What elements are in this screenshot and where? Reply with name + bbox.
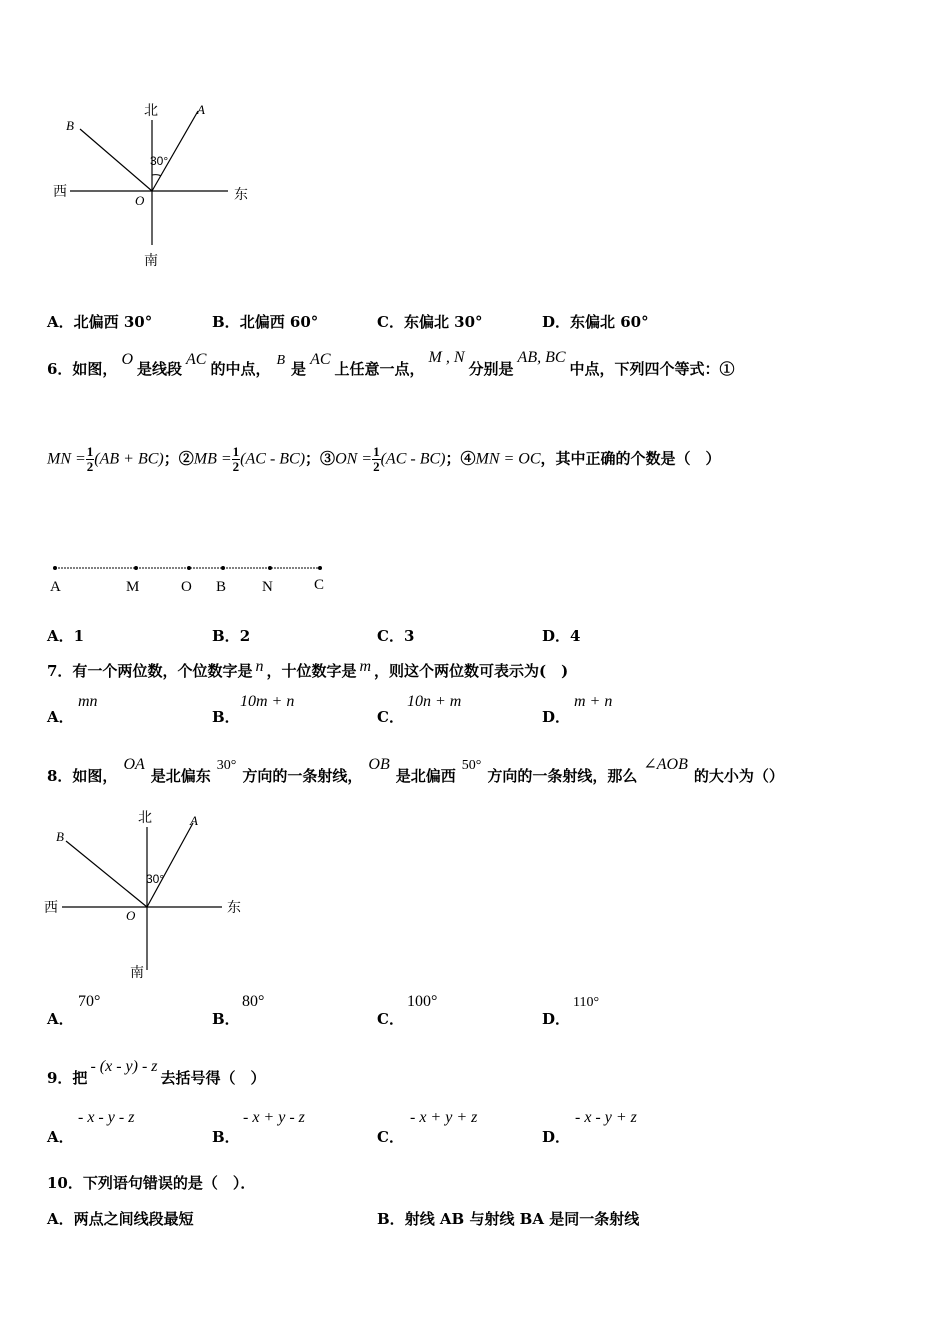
q8-option-c-value: 100° bbox=[407, 993, 438, 1010]
fraction: $\frac{1}{2}$ bbox=[86, 444, 94, 474]
compass-figure-1 bbox=[40, 95, 300, 275]
label-point-o: O bbox=[181, 579, 192, 595]
q7-option-c-expr: 10n + m bbox=[407, 693, 462, 710]
label-o: O bbox=[135, 193, 145, 208]
q7-stem: 7．有一个两位数，个位数字是 n ，十位数字是 m ，则这个两位数可表示为( ) bbox=[47, 658, 569, 680]
angle-arc bbox=[152, 175, 161, 176]
label-angle: 30° bbox=[146, 872, 165, 886]
q8-option-d[interactable]: D． bbox=[542, 1010, 571, 1028]
label-north: 北 bbox=[144, 103, 158, 119]
q6-equations: MN = $\frac{1}{2}$ (AB + BC)；②MB = $\frac{1}{2}$ (AC - BC)；③ON = $\frac{1}{2}$ (AC - BC)；④MN = OC，其中正确的个数是（ ） bbox=[47, 444, 721, 474]
q8-option-d-value: 110° bbox=[573, 995, 600, 1010]
q6-stem: 6．如图，O是线段AC的中点， B 是AC上任意一点，M , N分别是AB, BC中点，下列四个等式：① bbox=[47, 349, 735, 378]
label-south: 南 bbox=[144, 253, 158, 269]
q7-option-b[interactable]: B． bbox=[212, 708, 240, 726]
q7-option-d[interactable]: D． bbox=[542, 708, 571, 726]
q6-option-d[interactable]: D．4 bbox=[542, 627, 581, 645]
label-point-a: A bbox=[50, 579, 61, 595]
q8-option-b-value: 80° bbox=[242, 993, 265, 1010]
segment-figure bbox=[40, 560, 340, 600]
point-a bbox=[53, 566, 57, 570]
point-n bbox=[268, 566, 272, 570]
q9-option-c[interactable]: C． bbox=[377, 1128, 404, 1146]
q7-option-d-expr: m + n bbox=[574, 693, 613, 710]
q8-stem: 8．如图，OA是北偏东30°方向的一条射线，OB是北偏西50°方向的一条射线，那么∠AOB的大小为（） bbox=[47, 756, 784, 785]
label-o: O bbox=[126, 908, 136, 923]
q9-option-a-expr: - x - y - z bbox=[78, 1109, 135, 1126]
label-west: 西 bbox=[44, 900, 58, 916]
q6-option-c[interactable]: C．3 bbox=[377, 627, 415, 645]
point-m bbox=[134, 566, 138, 570]
q8-option-a-value: 70° bbox=[78, 993, 101, 1010]
q10-option-a[interactable]: A．两点之间线段最短 bbox=[47, 1210, 194, 1228]
compass-figure-2 bbox=[40, 805, 280, 985]
label-angle: 30° bbox=[150, 154, 169, 168]
label-point-c: C bbox=[314, 577, 325, 593]
q8-option-b[interactable]: B． bbox=[212, 1010, 240, 1028]
fraction: $\frac{1}{2}$ bbox=[232, 444, 240, 474]
q10-stem: 10．下列语句错误的是（ ）． bbox=[47, 1174, 256, 1192]
ray-ob bbox=[66, 841, 147, 907]
q9-option-d[interactable]: D． bbox=[542, 1128, 571, 1146]
ray-ob bbox=[80, 129, 152, 191]
q9-stem: 9．把- (x - y) - z去括号得（ ） bbox=[47, 1058, 266, 1087]
q7-option-a[interactable]: A． bbox=[47, 708, 74, 726]
q5-option-b[interactable]: B．北偏西 60° bbox=[212, 313, 319, 331]
q10-option-b[interactable]: B．射线 AB 与射线 BA 是同一条射线 bbox=[377, 1210, 640, 1228]
label-b: B bbox=[56, 829, 64, 844]
q5-option-a[interactable]: A．北偏西 30° bbox=[47, 313, 153, 331]
label-point-n: N bbox=[262, 579, 273, 595]
ray-oa bbox=[147, 823, 193, 907]
ray-oa bbox=[152, 111, 198, 191]
label-point-b: B bbox=[216, 579, 227, 595]
q9-option-b-expr: - x + y - z bbox=[243, 1109, 305, 1126]
q9-option-d-expr: - x - y + z bbox=[575, 1109, 637, 1126]
label-point-m: M bbox=[126, 579, 140, 595]
q6-option-a[interactable]: A．1 bbox=[47, 627, 85, 645]
point-o bbox=[187, 566, 191, 570]
q5-option-c[interactable]: C．东偏北 30° bbox=[377, 313, 483, 331]
label-east: 东 bbox=[234, 187, 248, 203]
q9-option-a[interactable]: A． bbox=[47, 1128, 74, 1146]
fraction: $\frac{1}{2}$ bbox=[373, 444, 380, 474]
label-b: B bbox=[66, 118, 74, 133]
point-b bbox=[221, 566, 225, 570]
label-south: 南 bbox=[130, 965, 144, 981]
q7-option-b-expr: 10m + n bbox=[240, 693, 295, 710]
q7-option-a-expr: mn bbox=[78, 693, 98, 710]
q6-option-b[interactable]: B．2 bbox=[212, 627, 251, 645]
label-a: A bbox=[190, 813, 198, 828]
label-east: 东 bbox=[227, 900, 241, 916]
q7-option-c[interactable]: C． bbox=[377, 708, 404, 726]
label-north: 北 bbox=[138, 810, 152, 826]
label-west: 西 bbox=[53, 184, 67, 200]
point-c bbox=[318, 566, 322, 570]
q8-option-c[interactable]: C． bbox=[377, 1010, 404, 1028]
q9-option-c-expr: - x + y + z bbox=[410, 1109, 478, 1126]
q9-option-b[interactable]: B． bbox=[212, 1128, 240, 1146]
q8-option-a[interactable]: A． bbox=[47, 1010, 74, 1028]
label-a: A bbox=[197, 102, 205, 117]
q5-option-d[interactable]: D．东偏北 60° bbox=[542, 313, 649, 331]
